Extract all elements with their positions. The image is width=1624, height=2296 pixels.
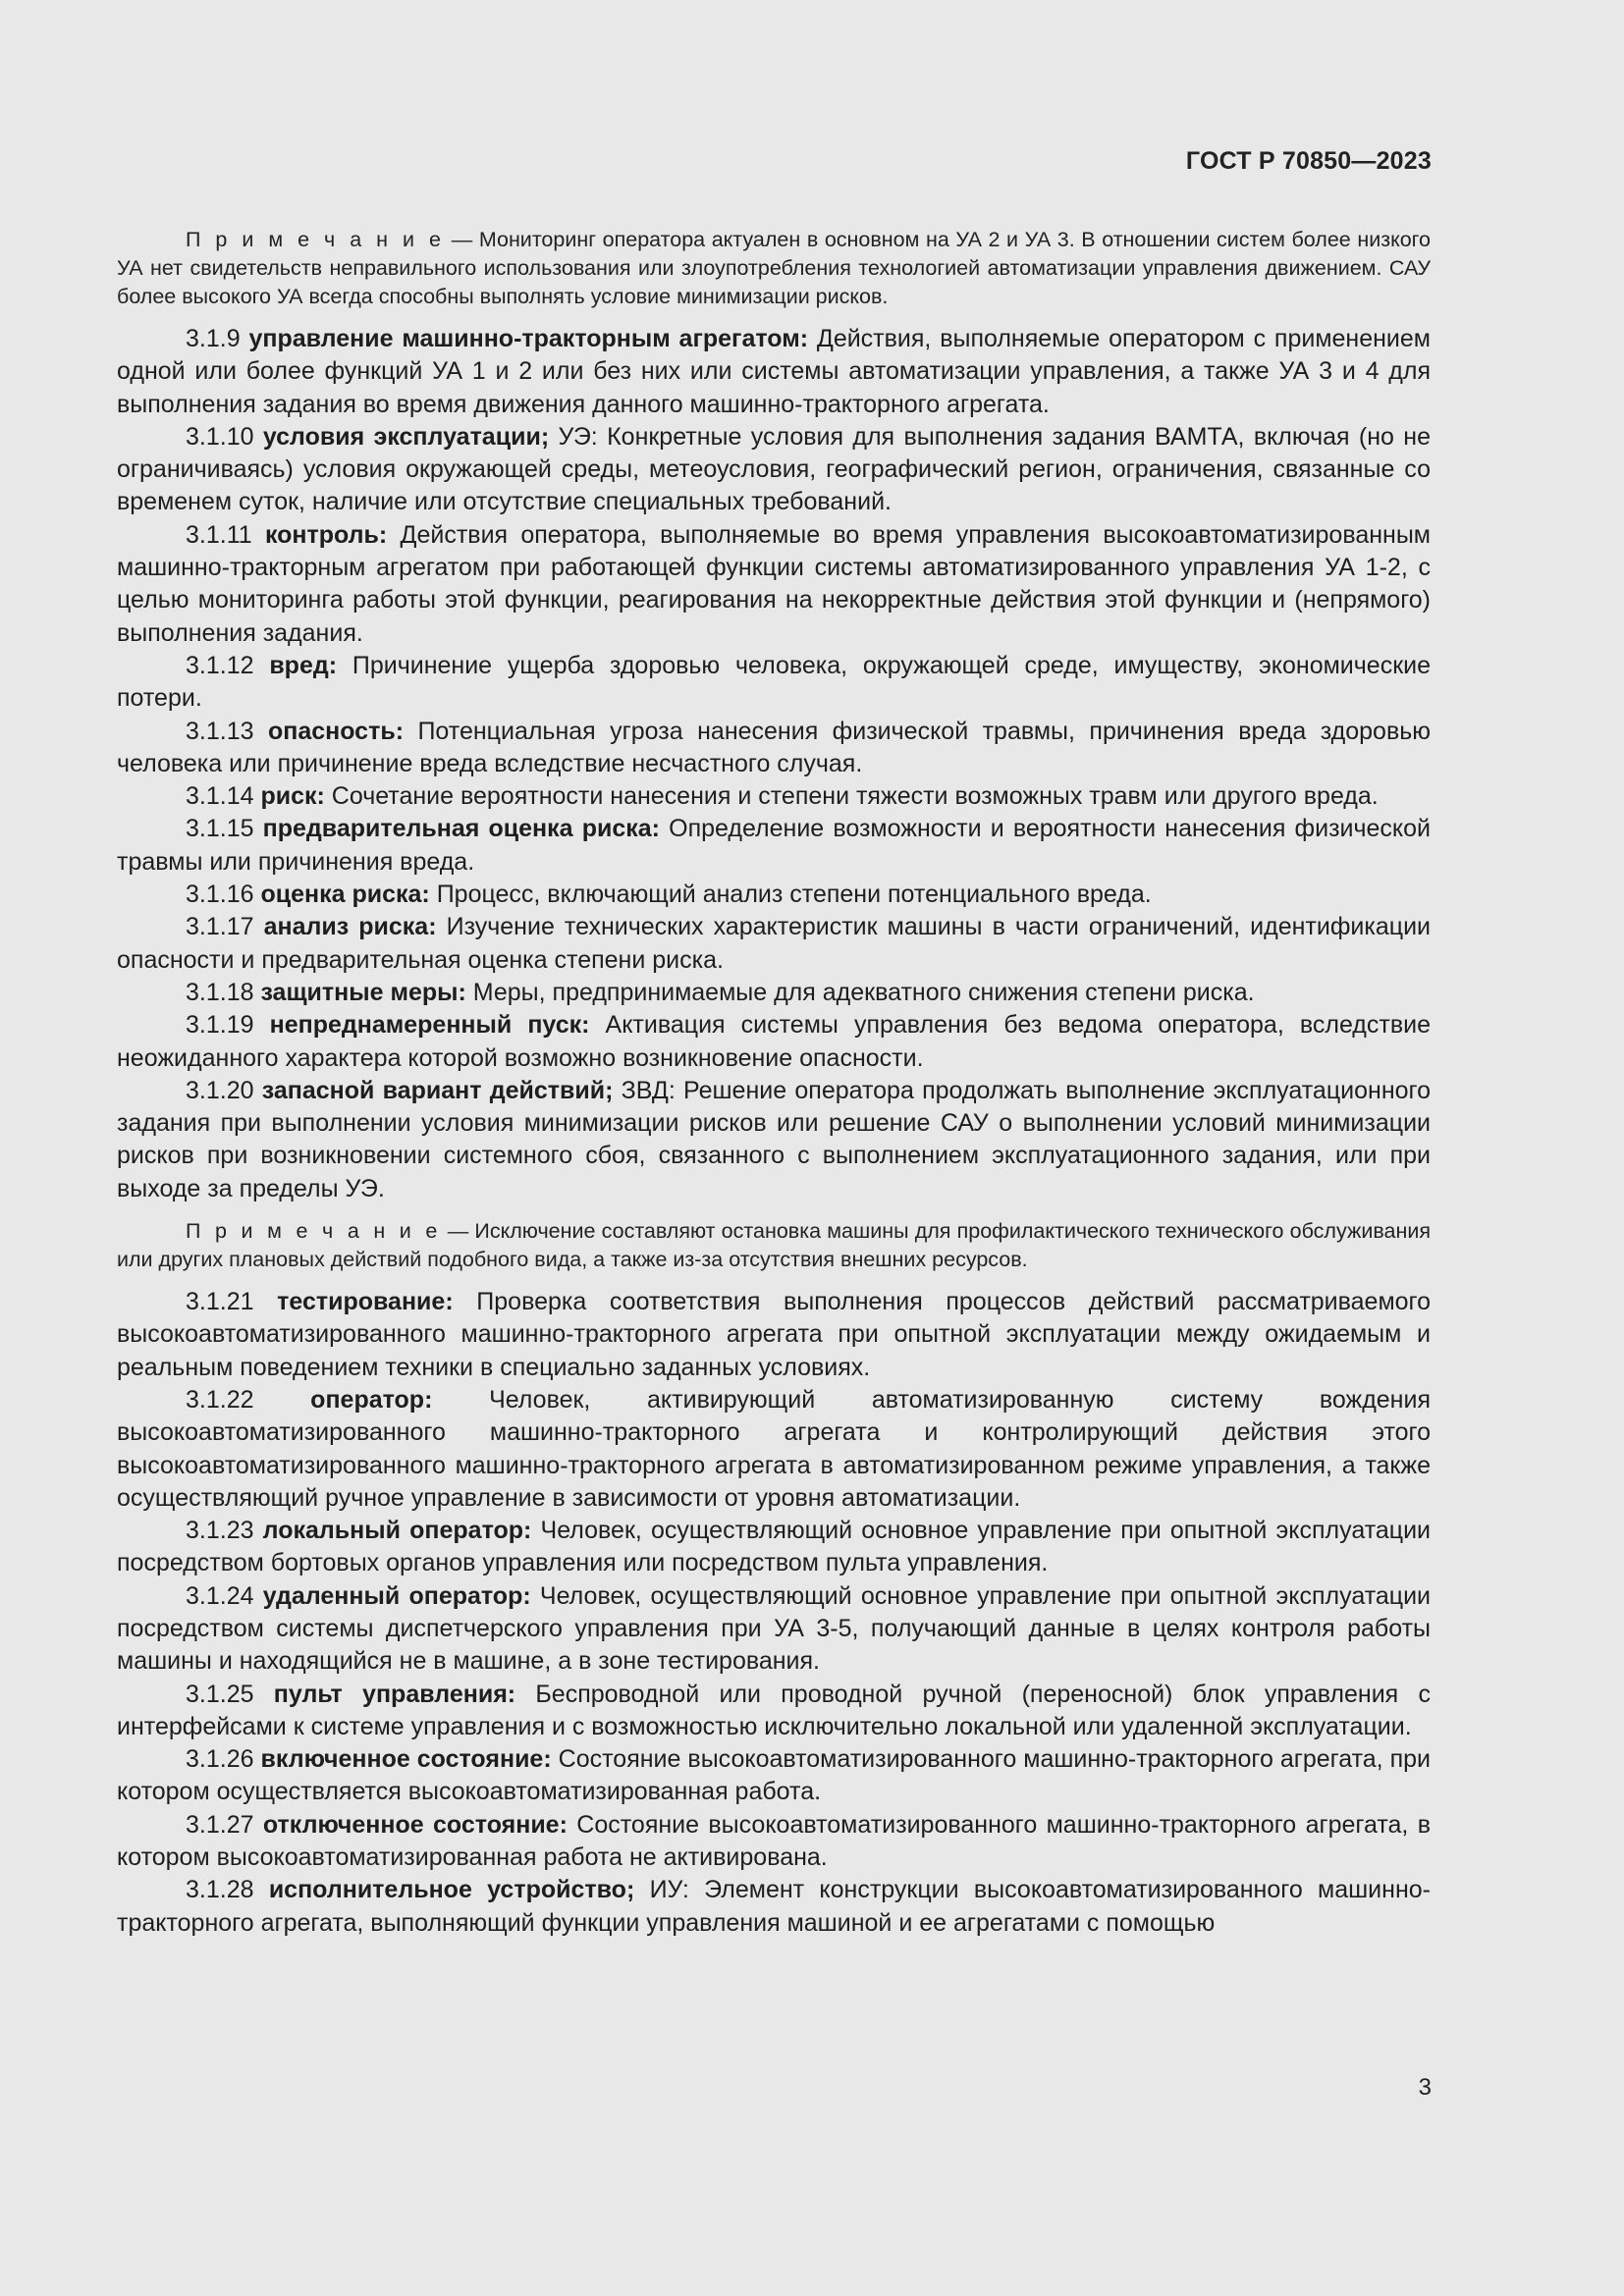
term-number: 3.1.13: [186, 717, 268, 745]
term-name: предварительная оценка риска:: [262, 815, 660, 843]
term-name: исполнительное устройство;: [268, 1876, 635, 1904]
term-3-1-27: [117, 1809, 1431, 1875]
term-number: 3.1.17: [186, 913, 264, 941]
term-definition: УЭ: Конкретные условия для выполнения задания ВАМТА, включая (но не ограничиваясь) условия окружающей среды, метеоусловия, географический регион, ограничения, связанные со временем суток, наличие или отсутствие специальных требований.: [117, 422, 1432, 516]
term-number: 3.1.27: [186, 1810, 263, 1839]
term-definition: Беспроводной или проводной ручной (переносной) блок управления с интерфейсами к системе управления и с возможностью исключительно локальной или удаленной эксплуатации.: [117, 1680, 1431, 1740]
term-definition: Меры, предпринимаемые для адекватного снижения степени риска.: [465, 978, 1255, 1006]
term-definition: Состояние высокоавтоматизированного машинно-тракторного агрегата, в котором высокоавтоматизированная работа не активирована.: [117, 1810, 1431, 1872]
term-3-1-28: [117, 1874, 1431, 1940]
term-3-1-24: [117, 1580, 1431, 1679]
term-definition: Процесс, включающий анализ степени потенциального вреда.: [429, 881, 1152, 909]
term-definition: Проверка соответствия выполнения процессов действий рассматриваемого высокоавтоматизированного машинно-тракторного агрегата при опытной эксплуатации между ожидаемым и реальным поведением техники в специально заданных условиях.: [117, 1288, 1432, 1381]
term-definition: Потенциальная угроза нанесения физической травмы, причинения вреда здоровью человека или причинение вреда вследствие несчастного случая.: [117, 717, 1431, 777]
term-number: 3.1.12: [186, 651, 270, 679]
terms-list-b: [117, 1286, 1431, 1940]
term-number: 3.1.19: [186, 1011, 270, 1040]
term-3-1-15: [117, 813, 1431, 879]
term-name: локальный оператор:: [262, 1517, 532, 1545]
term-name: включенное состояние:: [260, 1745, 552, 1774]
term-name: анализ риска:: [263, 913, 437, 941]
term-name: оценка риска:: [260, 881, 430, 909]
term-name: оператор:: [310, 1385, 433, 1414]
note-text: — Мониторинг оператора актуален в основном на УА 2 и УА 3. В отношении систем более низкого УА нет свидетельств неправильного использования или злоупотребления технологией автоматизации управления движением. САУ более высокого УА всегда способны выполнять условие минимизации рисков.: [117, 228, 1431, 308]
term-3-1-16: [117, 879, 1431, 911]
term-definition: Действия, выполняемые оператором с применением одной или более функций УА 1 и 2 или без них или системы автоматизации управления, а также УА 3 и 4 для выполнения задания во время движения данного машинно-тракторного агрегата.: [117, 325, 1431, 418]
term-number: 3.1.23: [186, 1517, 263, 1545]
term-3-1-9: [117, 323, 1431, 421]
term-name: контроль:: [264, 520, 388, 549]
page-number: 3: [1418, 2074, 1432, 2101]
term-number: 3.1.11: [186, 520, 265, 549]
term-number: 3.1.10: [186, 422, 263, 451]
term-definition: ЗВД: Решение оператора продолжать выполнение эксплуатационного задания при выполнении условия минимизации рисков или решение САУ о выполнении условий минимизации рисков при возникновении системного сбоя, связанного с выполнением эксплуатационного задания, или при выходе за пределы УЭ.: [117, 1076, 1432, 1202]
note-paragraph: [117, 1217, 1431, 1274]
term-3-1-10: [117, 421, 1431, 519]
term-name: отключенное состояние:: [262, 1810, 568, 1839]
term-name: непреднамеренный пуск:: [269, 1011, 590, 1040]
note-label: П р и м е ч а н и е: [186, 228, 446, 251]
term-definition: Определение возможности и вероятности нанесения физической травмы или причинения вреда.: [117, 815, 1432, 876]
term-name: удаленный оператор:: [262, 1581, 531, 1610]
term-3-1-21: [117, 1286, 1431, 1384]
term-number: 3.1.21: [186, 1288, 278, 1316]
term-name: управление машинно-тракторным агрегатом:: [248, 325, 809, 352]
term-definition: Сочетание вероятности нанесения и степени тяжести возможных травм или другого вреда.: [324, 782, 1379, 811]
term-number: 3.1.18: [186, 978, 261, 1006]
term-3-1-25: [117, 1679, 1431, 1744]
term-number: 3.1.20: [186, 1076, 262, 1104]
term-number: 3.1.25: [186, 1680, 274, 1708]
term-name: вред:: [269, 651, 338, 679]
term-3-1-19: [117, 1009, 1431, 1075]
term-name: пульт управления:: [273, 1680, 516, 1708]
term-name: запасной вариант действий;: [261, 1076, 614, 1104]
page-content: [117, 226, 1431, 1940]
terms-list-a: [117, 323, 1431, 1205]
term-3-1-20: [117, 1075, 1431, 1205]
term-definition: Состояние высокоавтоматизированного машинно-тракторного агрегата, при котором осуществляется высокоавтоматизированная работа.: [117, 1745, 1432, 1806]
term-definition: Изучение технических характеристик машины в части ограничений, идентификации опасности и предварительная оценка степени риска.: [117, 913, 1431, 974]
note-label: П р и м е ч а н и е: [186, 1219, 442, 1244]
term-definition: Действия оператора, выполняемые во время управления высокоавтоматизированным машинно-тракторным агрегатом при работающей функции системы автоматизированного управления УА 1-2, с целью мониторинга работы этой функции, реагирования на некорректные действия этой функции и (непрямого) выполнения задания.: [117, 520, 1431, 647]
term-3-1-26: [117, 1743, 1431, 1809]
term-number: 3.1.24: [186, 1581, 263, 1610]
term-3-1-23: [117, 1515, 1431, 1580]
note-paragraph: [117, 226, 1431, 311]
term-definition: Активация системы управления без ведома оператора, вследствие неожиданного характера которой возможно возникновение опасности.: [117, 1011, 1431, 1072]
note-text: — Исключение составляют остановка машины для профилактического технического обслуживания или других плановых действий подобного вида, а также из-за отсутствия внешних ресурсов.: [117, 1219, 1432, 1272]
term-definition: ИУ: Элемент конструкции высокоавтоматизированного машинно-тракторного агрегата, выполняющий функции управления машиной и ее агрегатами с помощью: [117, 1876, 1431, 1937]
term-3-1-18: [117, 977, 1431, 1009]
term-number: 3.1.28: [186, 1876, 269, 1904]
term-number: 3.1.15: [186, 815, 263, 843]
term-number: 3.1.16: [186, 881, 261, 909]
term-number: 3.1.14: [186, 782, 261, 811]
term-name: риск:: [260, 782, 325, 811]
term-definition: Человек, осуществляющий основное управление при опытной эксплуатации посредством бортовых органов управления или посредством пульта управления.: [117, 1517, 1432, 1577]
term-definition: Причинение ущерба здоровью человека, окружающей среде, имуществу, экономические потери.: [117, 651, 1431, 713]
document-header: ГОСТ Р 70850—2023: [1185, 147, 1432, 175]
term-definition: Человек, активирующий автоматизированную систему вождения высокоавтоматизированного машинно-тракторного агрегата и контролирующий действия этого высокоавтоматизированного машинно-тракторного агрегата в автоматизированном режиме управления, а также осуществляющий ручное управление в зависимости от уровня автоматизации.: [117, 1385, 1431, 1512]
term-3-1-14: [117, 780, 1431, 813]
term-definition: Человек, осуществляющий основное управление при опытной эксплуатации посредством системы диспетчерского управления при УА 3-5, получающий данные в целях контроля работы машины и находящийся не в машине, а в зоне тестирования.: [117, 1581, 1432, 1676]
term-name: тестирование:: [277, 1288, 454, 1316]
term-name: условия эксплуатации;: [262, 422, 550, 451]
term-number: 3.1.22: [186, 1385, 311, 1414]
term-3-1-17: [117, 911, 1431, 977]
term-number: 3.1.9: [186, 325, 249, 352]
term-3-1-11: [117, 519, 1431, 650]
term-name: защитные меры:: [260, 978, 466, 1006]
term-name: опасность:: [267, 717, 405, 745]
term-3-1-12: [117, 650, 1431, 716]
term-3-1-13: [117, 716, 1431, 781]
term-number: 3.1.26: [186, 1745, 261, 1774]
term-3-1-22: [117, 1384, 1431, 1515]
